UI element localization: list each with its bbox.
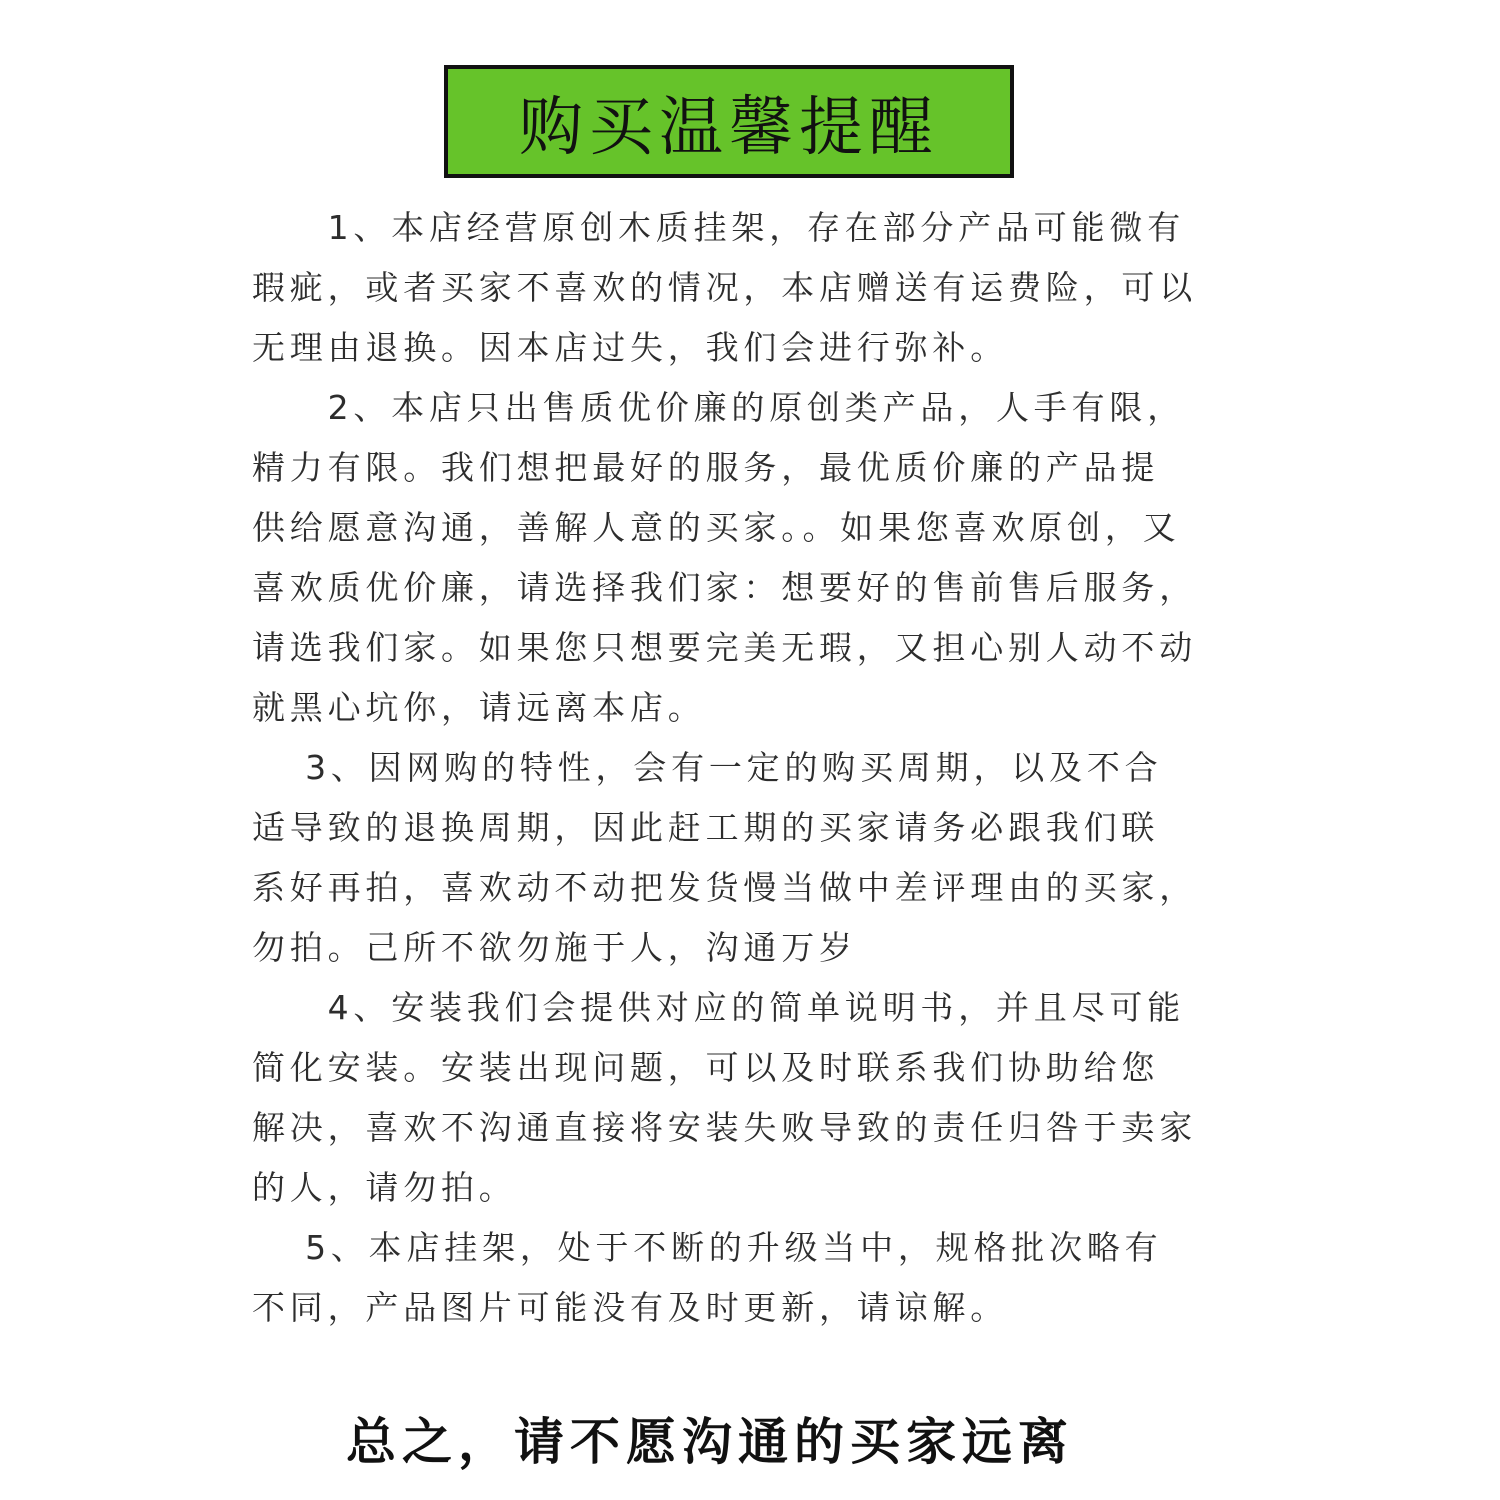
notice-line: 适导致的退换周期，因此赶工期的买家请务必跟我们联 xyxy=(252,808,1160,847)
notice-line: 5、本店挂架，处于不断的升级当中，规格批次略有 xyxy=(252,1228,1163,1267)
summary-text: 总之，请不愿沟通的买家远离 xyxy=(346,1413,1074,1471)
notice-line: 无理由退换。因本店过失，我们会进行弥补。 xyxy=(252,328,1008,367)
notice-line: 1、本店经营原创木质挂架，存在部分产品可能微有 xyxy=(252,208,1185,247)
notice-line: 3、因网购的特性，会有一定的购买周期，以及不合 xyxy=(252,748,1163,787)
notice-line: 系好再拍，喜欢动不动把发货慢当做中差评理由的买家， xyxy=(252,868,1197,907)
notice-line: 2、本店只出售质优价廉的原创类产品，人手有限， xyxy=(252,388,1185,427)
notice-line: 的人，请勿拍。 xyxy=(252,1168,517,1207)
page-title: 购买温馨提醒 xyxy=(519,90,939,165)
notice-line: 不同，产品图片可能没有及时更新，请谅解。 xyxy=(252,1288,1008,1327)
title-banner xyxy=(444,65,1014,178)
notice-line: 就黑心坑你，请远离本店。 xyxy=(252,688,706,727)
notice-line: 勿拍。己所不欲勿施于人，沟通万岁 xyxy=(252,928,857,967)
notice-line: 精力有限。我们想把最好的服务，最优质价廉的产品提 xyxy=(252,448,1160,487)
notice-line: 简化安装。安装出现问题，可以及时联系我们协助给您 xyxy=(252,1048,1160,1087)
notice-line: 瑕疵，或者买家不喜欢的情况，本店赠送有运费险，可以 xyxy=(252,268,1197,307)
notice-line: 供给愿意沟通，善解人意的买家。。如果您喜欢原创，又 xyxy=(252,508,1181,547)
notice-line: 解决，喜欢不沟通直接将安装失败导致的责任归咎于卖家 xyxy=(252,1108,1197,1147)
notice-line: 请选我们家。如果您只想要完美无瑕，又担心别人动不动 xyxy=(252,628,1197,667)
notice-body xyxy=(252,198,1262,1338)
notice-line: 4、安装我们会提供对应的简单说明书，并且尽可能 xyxy=(252,988,1185,1027)
notice-line: 喜欢质优价廉，请选择我们家：想要好的售前售后服务， xyxy=(252,568,1197,607)
